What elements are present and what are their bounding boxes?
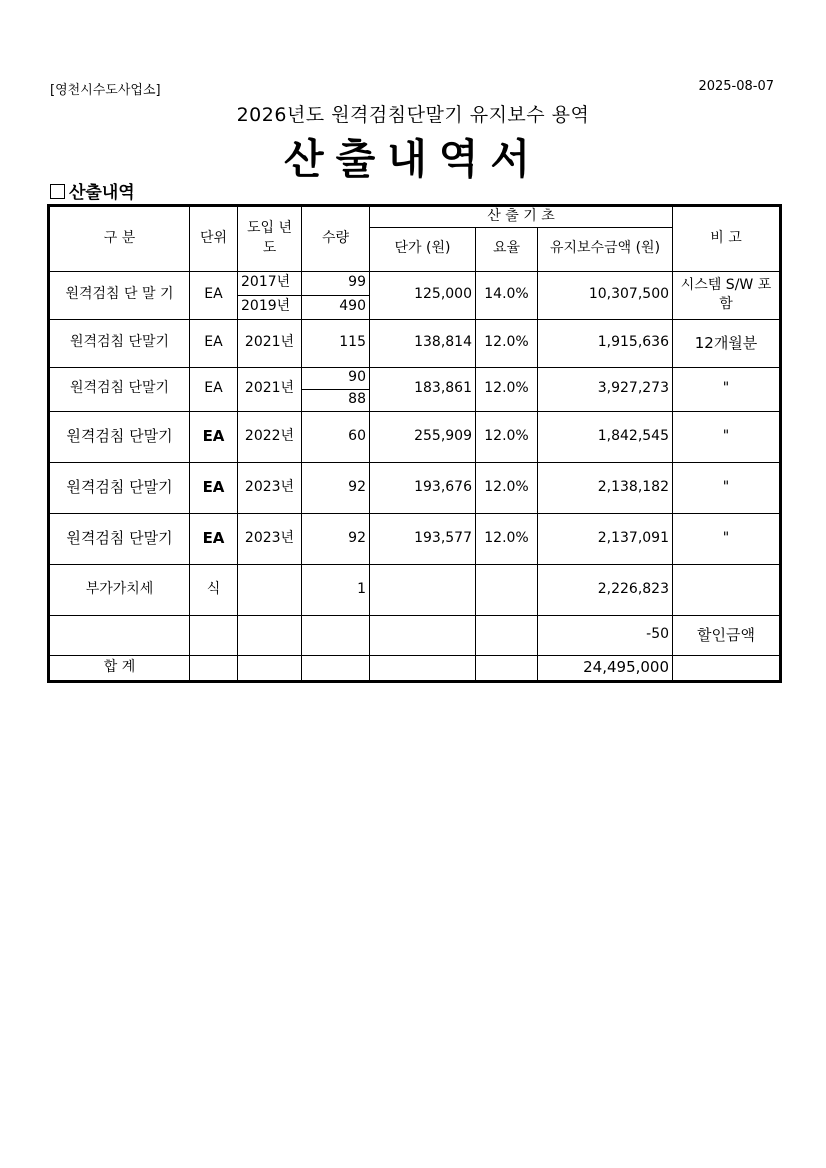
header-unit: 단위 bbox=[190, 206, 238, 272]
row-remark: " bbox=[673, 462, 781, 513]
table-row bbox=[49, 411, 781, 462]
discount-price bbox=[370, 615, 476, 655]
total-rate bbox=[476, 655, 538, 681]
discount-category bbox=[49, 615, 190, 655]
row-year: 2022년 bbox=[238, 411, 302, 462]
vat-remark bbox=[673, 564, 781, 615]
row-year: 2023년 bbox=[238, 513, 302, 564]
row-price: 193,577 bbox=[370, 513, 476, 564]
header-category: 구 분 bbox=[49, 206, 190, 272]
row-amount: 10,307,500 bbox=[538, 271, 673, 319]
row-price: 183,861 bbox=[370, 367, 476, 411]
row-qty: 490 bbox=[302, 295, 370, 319]
row-year: 2021년 bbox=[238, 367, 302, 411]
row-unit: EA bbox=[190, 319, 238, 367]
table-row bbox=[49, 271, 781, 295]
vat-amount: 2,226,823 bbox=[538, 564, 673, 615]
discount-remark: 할인금액 bbox=[673, 615, 781, 655]
discount-rate bbox=[476, 615, 538, 655]
section-heading bbox=[50, 178, 135, 203]
row-amount: 1,842,545 bbox=[538, 411, 673, 462]
row-unit: EA bbox=[190, 271, 238, 319]
total-row bbox=[49, 655, 781, 681]
row-unit: EA bbox=[190, 367, 238, 411]
document-subtitle: 2026년도 원격검침단말기 유지보수 용역 bbox=[236, 104, 590, 126]
row-rate: 12.0% bbox=[476, 411, 538, 462]
total-price bbox=[370, 655, 476, 681]
row-category: 원격검침 단 말 기 bbox=[49, 271, 190, 319]
header-row bbox=[49, 206, 781, 228]
row-amount: 1,915,636 bbox=[538, 319, 673, 367]
row-rate: 12.0% bbox=[476, 462, 538, 513]
table-row bbox=[49, 367, 781, 389]
row-qty: 88 bbox=[302, 389, 370, 411]
calculation-table bbox=[47, 204, 782, 683]
total-unit bbox=[190, 655, 238, 681]
row-qty: 92 bbox=[302, 462, 370, 513]
row-amount: 2,138,182 bbox=[538, 462, 673, 513]
document-date: 2025-08-07 bbox=[698, 79, 774, 94]
checkbox-square-icon bbox=[50, 184, 65, 199]
row-category: 원격검침 단말기 bbox=[49, 411, 190, 462]
total-remark bbox=[673, 655, 781, 681]
row-unit: EA bbox=[190, 513, 238, 564]
row-amount: 3,927,273 bbox=[538, 367, 673, 411]
section-title: 산출내역 bbox=[69, 183, 135, 203]
organization-label: [영천시수도사업소] bbox=[50, 83, 161, 98]
row-price: 138,814 bbox=[370, 319, 476, 367]
vat-year bbox=[238, 564, 302, 615]
row-remark: 12개월분 bbox=[673, 319, 781, 367]
header-rate: 요율 bbox=[476, 227, 538, 271]
discount-year bbox=[238, 615, 302, 655]
row-price: 193,676 bbox=[370, 462, 476, 513]
discount-row bbox=[49, 615, 781, 655]
row-price: 255,909 bbox=[370, 411, 476, 462]
row-qty: 115 bbox=[302, 319, 370, 367]
vat-category: 부가가치세 bbox=[49, 564, 190, 615]
vat-price bbox=[370, 564, 476, 615]
total-year bbox=[238, 655, 302, 681]
header-remark: 비 고 bbox=[673, 206, 781, 272]
row-qty: 92 bbox=[302, 513, 370, 564]
row-remark: " bbox=[673, 513, 781, 564]
header-year: 도입 년도 bbox=[238, 206, 302, 272]
row-amount: 2,137,091 bbox=[538, 513, 673, 564]
row-qty: 60 bbox=[302, 411, 370, 462]
row-year: 2017년 bbox=[238, 271, 302, 295]
row-category: 원격검침 단말기 bbox=[49, 319, 190, 367]
header-price: 단가 (원) bbox=[370, 227, 476, 271]
total-category: 합 계 bbox=[49, 655, 190, 681]
row-price: 125,000 bbox=[370, 271, 476, 319]
row-qty: 90 bbox=[302, 367, 370, 389]
table-row bbox=[49, 462, 781, 513]
row-category: 원격검침 단말기 bbox=[49, 367, 190, 411]
row-rate: 12.0% bbox=[476, 319, 538, 367]
row-year: 2023년 bbox=[238, 462, 302, 513]
header-qty: 수량 bbox=[302, 206, 370, 272]
header-basis: 산 출 기 초 bbox=[370, 206, 673, 228]
row-unit: EA bbox=[190, 462, 238, 513]
header-amount: 유지보수금액 (원) bbox=[538, 227, 673, 271]
vat-qty: 1 bbox=[302, 564, 370, 615]
row-year: 2019년 bbox=[238, 295, 302, 319]
row-year: 2021년 bbox=[238, 319, 302, 367]
table-row bbox=[49, 319, 781, 367]
row-rate: 12.0% bbox=[476, 367, 538, 411]
row-remark: 시스템 S/W 포함 bbox=[673, 271, 781, 319]
vat-unit: 식 bbox=[190, 564, 238, 615]
row-rate: 12.0% bbox=[476, 513, 538, 564]
row-unit: EA bbox=[190, 411, 238, 462]
row-category: 원격검침 단말기 bbox=[49, 462, 190, 513]
row-remark: " bbox=[673, 411, 781, 462]
total-qty bbox=[302, 655, 370, 681]
table-row bbox=[49, 513, 781, 564]
vat-rate bbox=[476, 564, 538, 615]
discount-qty bbox=[302, 615, 370, 655]
vat-row bbox=[49, 564, 781, 615]
row-remark: " bbox=[673, 367, 781, 411]
discount-amount: -50 bbox=[538, 615, 673, 655]
row-qty: 99 bbox=[302, 271, 370, 295]
total-amount: 24,495,000 bbox=[538, 655, 673, 681]
document-title: 산출내역서 bbox=[283, 135, 543, 183]
row-rate: 14.0% bbox=[476, 271, 538, 319]
discount-unit bbox=[190, 615, 238, 655]
row-category: 원격검침 단말기 bbox=[49, 513, 190, 564]
